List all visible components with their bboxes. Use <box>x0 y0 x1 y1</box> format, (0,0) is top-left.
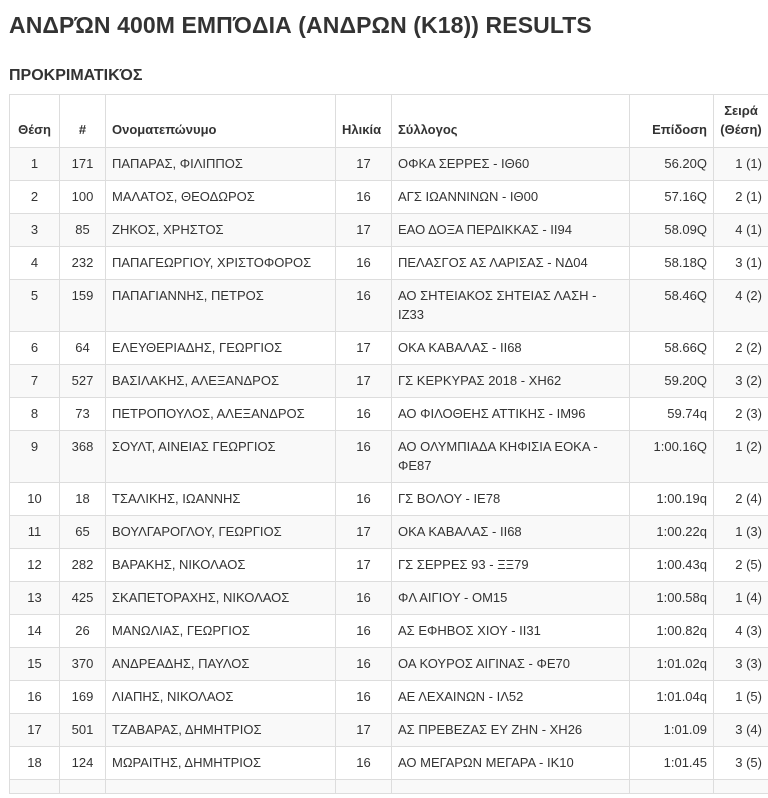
cell-performance: 1:01.09 <box>630 714 714 747</box>
col-header-place: Θέση <box>10 95 60 148</box>
cell-club: ΑΣ ΠΡΕΒΕΖΑΣ ΕΥ ΖΗΝ - ΧΗ26 <box>392 714 630 747</box>
cell-bib: 171 <box>60 148 106 181</box>
cell-place: 5 <box>10 280 60 332</box>
cell-heat: 3 (2) <box>714 365 768 398</box>
table-row <box>10 582 768 615</box>
cell-bib: 527 <box>60 365 106 398</box>
cell-name: ΖΗΚΟΣ, ΧΡΗΣΤΟΣ <box>106 214 336 247</box>
cell-bib: 64 <box>60 332 106 365</box>
cell-place: 10 <box>10 483 60 516</box>
cell-bib: 124 <box>60 747 106 780</box>
cell-name: ΒΟΥΛΓΑΡΟΓΛΟΥ, ΓΕΩΡΓΙΟΣ <box>106 516 336 549</box>
cell-name: ΠΕΤΡΟΠΟΥΛΟΣ, ΑΛΕΞΑΝΔΡΟΣ <box>106 398 336 431</box>
cell-bib: 169 <box>60 681 106 714</box>
table-row <box>10 615 768 648</box>
cell-name: ΛΙΑΠΗΣ, ΝΙΚΟΛΑΟΣ <box>106 681 336 714</box>
cell-club: ΟΚΑ ΚΑΒΑΛΑΣ - ΙΙ68 <box>392 516 630 549</box>
cell-name: ΜΩΡΑΙΤΗΣ, ΔΗΜΗΤΡΙΟΣ <box>106 747 336 780</box>
cell-name: ΕΛΕΥΘΕΡΙΑΔΗΣ, ΓΕΩΡΓΙΟΣ <box>106 332 336 365</box>
cell-club <box>392 780 630 794</box>
cell-age: 17 <box>336 148 392 181</box>
cell-heat: 3 (5) <box>714 747 768 780</box>
cell-name: ΠΑΠΑΓΕΩΡΓΙΟΥ, ΧΡΙΣΤΟΦΟΡΟΣ <box>106 247 336 280</box>
table-row <box>10 148 768 181</box>
cell-age: 16 <box>336 681 392 714</box>
cell-bib: 368 <box>60 431 106 483</box>
cell-heat: 1 (3) <box>714 516 768 549</box>
cell-age <box>336 780 392 794</box>
col-header-name: Ονοματεπώνυμο <box>106 95 336 148</box>
cell-place: 14 <box>10 615 60 648</box>
cell-bib: 282 <box>60 549 106 582</box>
cell-place: 3 <box>10 214 60 247</box>
cell-performance: 59.74q <box>630 398 714 431</box>
page-title: ΑΝΔΡΏΝ 400Μ ΕΜΠΌΔΙΑ (ΑΝΔΡΩΝ (Κ18)) RESULTS <box>9 12 592 38</box>
cell-place: 7 <box>10 365 60 398</box>
cell-performance: 1:00.58q <box>630 582 714 615</box>
cell-heat: 3 (3) <box>714 648 768 681</box>
table-row <box>10 365 768 398</box>
cell-name: ΣΟΥΛΤ, ΑΙΝΕΙΑΣ ΓΕΩΡΓΙΟΣ <box>106 431 336 483</box>
table-row <box>10 280 768 332</box>
cell-performance: 1:00.19q <box>630 483 714 516</box>
cell-club: ΑΕ ΛΕΧΑΙΝΩΝ - ΙΛ52 <box>392 681 630 714</box>
cell-place <box>10 780 60 794</box>
cell-club: ΓΣ ΚΕΡΚΥΡΑΣ 2018 - ΧΗ62 <box>392 365 630 398</box>
cell-age: 16 <box>336 615 392 648</box>
cell-place: 15 <box>10 648 60 681</box>
col-header-heat: Σειρά (Θέση) <box>714 95 768 148</box>
cell-club: ΑΟ ΟΛΥΜΠΙΑΔΑ ΚΗΦΙΣΙΑ ΕΟΚΑ - ΦΕ87 <box>392 431 630 483</box>
cell-place: 18 <box>10 747 60 780</box>
cell-name: ΤΣΑΛΙΚΗΣ, ΙΩΑΝΝΗΣ <box>106 483 336 516</box>
cell-club: ΕΑΟ ΔΟΞΑ ΠΕΡΔΙΚΚΑΣ - ΙΙ94 <box>392 214 630 247</box>
table-row <box>10 181 768 214</box>
cell-club: ΑΟ ΜΕΓΑΡΩΝ ΜΕΓΑΡΑ - ΙΚ10 <box>392 747 630 780</box>
table-row <box>10 332 768 365</box>
cell-age: 17 <box>336 365 392 398</box>
table-row <box>10 714 768 747</box>
table-row <box>10 648 768 681</box>
cell-age: 17 <box>336 332 392 365</box>
col-header-age: Ηλικία <box>336 95 392 148</box>
cell-bib: 501 <box>60 714 106 747</box>
cell-performance: 58.66Q <box>630 332 714 365</box>
table-row <box>10 516 768 549</box>
cell-performance: 1:00.43q <box>630 549 714 582</box>
cell-heat: 1 (4) <box>714 582 768 615</box>
cell-place: 16 <box>10 681 60 714</box>
cell-bib: 85 <box>60 214 106 247</box>
cell-place: 12 <box>10 549 60 582</box>
table-row <box>10 431 768 483</box>
cell-heat: 2 (3) <box>714 398 768 431</box>
cell-bib: 65 <box>60 516 106 549</box>
cell-place: 17 <box>10 714 60 747</box>
col-header-performance: Επίδοση <box>630 95 714 148</box>
cell-performance: 57.16Q <box>630 181 714 214</box>
cell-heat: 4 (3) <box>714 615 768 648</box>
cell-performance: 1:01.02q <box>630 648 714 681</box>
cell-age: 16 <box>336 747 392 780</box>
cell-name: ΑΝΔΡΕΑΔΗΣ, ΠΑΥΛΟΣ <box>106 648 336 681</box>
cell-performance: 58.46Q <box>630 280 714 332</box>
cell-age: 17 <box>336 516 392 549</box>
cell-place: 13 <box>10 582 60 615</box>
table-row <box>10 214 768 247</box>
col-header-club: Σύλλογος <box>392 95 630 148</box>
table-row <box>10 681 768 714</box>
cell-club: ΟΚΑ ΚΑΒΑΛΑΣ - ΙΙ68 <box>392 332 630 365</box>
section-title: ΠΡΟΚΡΙΜΑΤΙΚΌΣ <box>9 67 143 84</box>
cell-place: 11 <box>10 516 60 549</box>
cell-bib: 159 <box>60 280 106 332</box>
cell-heat: 3 (1) <box>714 247 768 280</box>
cell-age: 16 <box>336 582 392 615</box>
cell-bib: 73 <box>60 398 106 431</box>
cell-performance: 1:00.22q <box>630 516 714 549</box>
cell-performance: 58.09Q <box>630 214 714 247</box>
cell-performance: 1:00.16Q <box>630 431 714 483</box>
cell-club: ΑΣ ΕΦΗΒΟΣ ΧΙΟΥ - ΙΙ31 <box>392 615 630 648</box>
cell-club: ΑΓΣ ΙΩΑΝΝΙΝΩΝ - ΙΘ00 <box>392 181 630 214</box>
results-table <box>9 94 768 794</box>
cell-club: ΠΕΛΑΣΓΟΣ ΑΣ ΛΑΡΙΣΑΣ - ΝΔ04 <box>392 247 630 280</box>
cell-performance: 58.18Q <box>630 247 714 280</box>
col-header-bib: # <box>60 95 106 148</box>
cell-name <box>106 780 336 794</box>
cell-heat: 4 (1) <box>714 214 768 247</box>
cell-place: 4 <box>10 247 60 280</box>
cell-place: 6 <box>10 332 60 365</box>
cell-place: 2 <box>10 181 60 214</box>
cell-club: ΟΑ ΚΟΥΡΟΣ ΑΙΓΙΝΑΣ - ΦΕ70 <box>392 648 630 681</box>
cell-performance: 1:00.82q <box>630 615 714 648</box>
cell-heat: 1 (1) <box>714 148 768 181</box>
cell-name: ΜΑΛΑΤΟΣ, ΘΕΟΔΩΡΟΣ <box>106 181 336 214</box>
cell-age: 17 <box>336 549 392 582</box>
cell-name: ΤΖΑΒΑΡΑΣ, ΔΗΜΗΤΡΙΟΣ <box>106 714 336 747</box>
table-row <box>10 398 768 431</box>
table-row <box>10 780 768 794</box>
cell-performance <box>630 780 714 794</box>
cell-heat: 2 (5) <box>714 549 768 582</box>
cell-place: 8 <box>10 398 60 431</box>
cell-name: ΒΑΡΑΚΗΣ, ΝΙΚΟΛΑΟΣ <box>106 549 336 582</box>
table-row <box>10 747 768 780</box>
cell-club: ΑΟ ΣΗΤΕΙΑΚΟΣ ΣΗΤΕΙΑΣ ΛΑΣΗ - ΙΖ33 <box>392 280 630 332</box>
cell-age: 16 <box>336 483 392 516</box>
cell-name: ΒΑΣΙΛΑΚΗΣ, ΑΛΕΞΑΝΔΡΟΣ <box>106 365 336 398</box>
cell-name: ΣΚΑΠΕΤΟΡΑΧΗΣ, ΝΙΚΟΛΑΟΣ <box>106 582 336 615</box>
cell-heat: 2 (2) <box>714 332 768 365</box>
cell-bib: 425 <box>60 582 106 615</box>
cell-club: ΓΣ ΒΟΛΟΥ - ΙΕ78 <box>392 483 630 516</box>
cell-place: 9 <box>10 431 60 483</box>
cell-club: ΑΟ ΦΙΛΟΘΕΗΣ ΑΤΤΙΚΗΣ - ΙΜ96 <box>392 398 630 431</box>
cell-club: ΟΦΚΑ ΣΕΡΡΕΣ - ΙΘ60 <box>392 148 630 181</box>
cell-age: 16 <box>336 398 392 431</box>
cell-bib: 26 <box>60 615 106 648</box>
cell-name: ΜΑΝΩΛΙΑΣ, ΓΕΩΡΓΙΟΣ <box>106 615 336 648</box>
cell-age: 16 <box>336 648 392 681</box>
table-body <box>10 148 768 794</box>
cell-bib <box>60 780 106 794</box>
cell-performance: 56.20Q <box>630 148 714 181</box>
cell-age: 17 <box>336 714 392 747</box>
cell-age: 16 <box>336 181 392 214</box>
table-row <box>10 247 768 280</box>
cell-heat <box>714 780 768 794</box>
cell-heat: 3 (4) <box>714 714 768 747</box>
cell-club: ΦΛ ΑΙΓΙΟΥ - ΟΜ15 <box>392 582 630 615</box>
cell-performance: 1:01.45 <box>630 747 714 780</box>
cell-heat: 2 (1) <box>714 181 768 214</box>
cell-name: ΠΑΠΑΡΑΣ, ΦΙΛΙΠΠΟΣ <box>106 148 336 181</box>
cell-age: 16 <box>336 280 392 332</box>
cell-heat: 1 (5) <box>714 681 768 714</box>
cell-club: ΓΣ ΣΕΡΡΕΣ 93 - ΞΞ79 <box>392 549 630 582</box>
cell-performance: 59.20Q <box>630 365 714 398</box>
cell-heat: 1 (2) <box>714 431 768 483</box>
table-row <box>10 549 768 582</box>
cell-name: ΠΑΠΑΓΙΑΝΝΗΣ, ΠΕΤΡΟΣ <box>106 280 336 332</box>
cell-bib: 18 <box>60 483 106 516</box>
cell-bib: 232 <box>60 247 106 280</box>
cell-bib: 100 <box>60 181 106 214</box>
cell-heat: 4 (2) <box>714 280 768 332</box>
cell-age: 16 <box>336 247 392 280</box>
table-header-row <box>10 95 768 148</box>
cell-age: 17 <box>336 214 392 247</box>
cell-heat: 2 (4) <box>714 483 768 516</box>
table-row <box>10 483 768 516</box>
cell-performance: 1:01.04q <box>630 681 714 714</box>
cell-bib: 370 <box>60 648 106 681</box>
cell-place: 1 <box>10 148 60 181</box>
cell-age: 16 <box>336 431 392 483</box>
